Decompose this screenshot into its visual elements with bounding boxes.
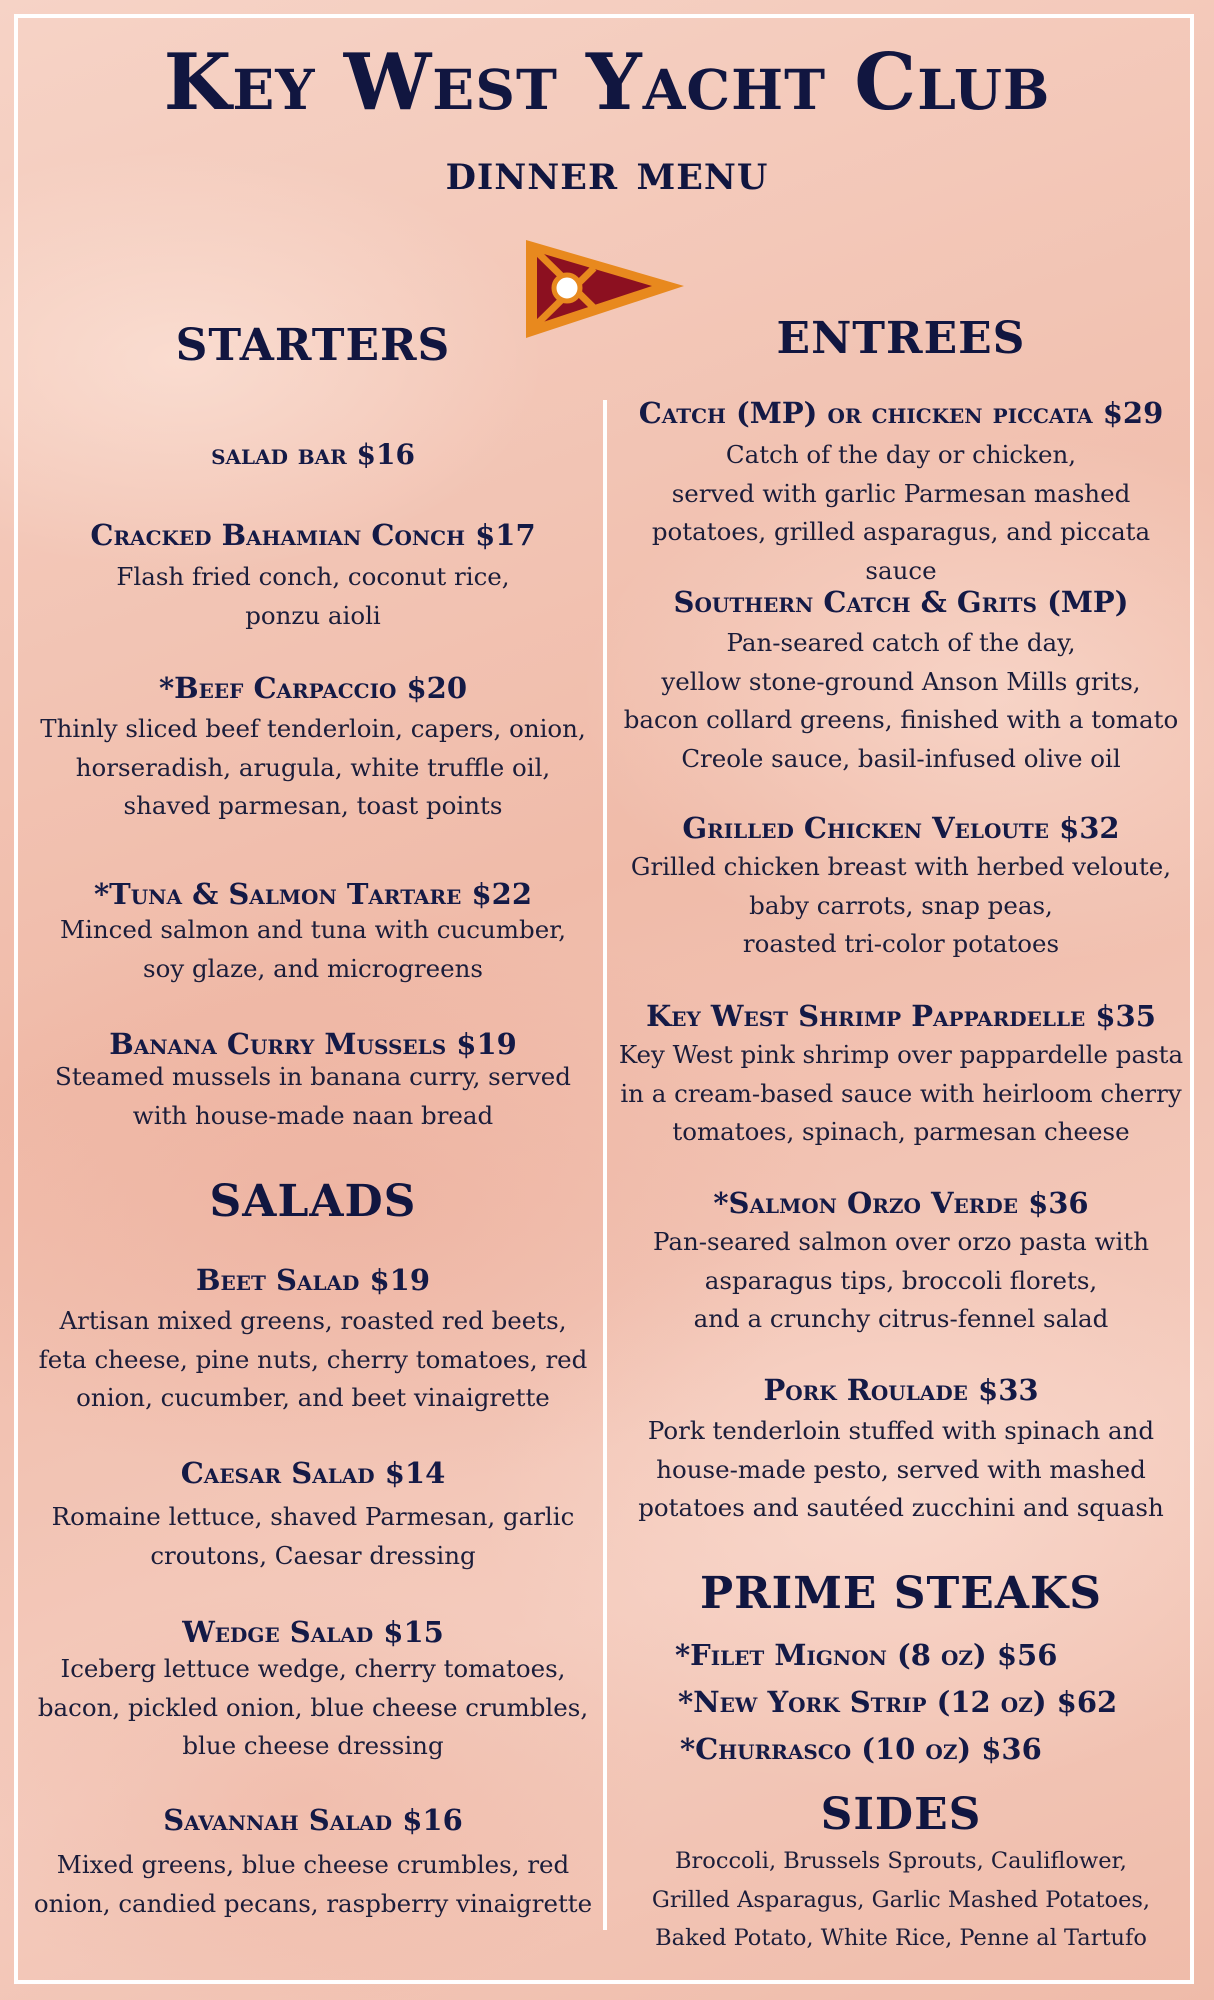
sides-heading: SIDES — [820, 1789, 982, 1840]
menu-item-name: Key West Shrimp Pappardelle $35 — [646, 999, 1156, 1033]
menu-item-name: *Beef Carpaccio $20 — [158, 671, 468, 705]
prime-steaks-heading: PRIME STEAKS — [699, 1568, 1102, 1619]
menu-item-description: Artisan mixed greens, roasted red beets, feta cheese, pine nuts, cherry tomatoes, red onion, cucumber, and beet vinaigrette — [38, 1306, 588, 1412]
menu-item-name: Cracked Bahamian Conch $17 — [90, 518, 536, 552]
menu-item-name: Southern Catch & Grits (MP) — [673, 585, 1129, 619]
steak-item: *Filet Mignon (8 oz) $56 — [675, 1638, 1058, 1672]
menu-item-description: Flash fried conch, coconut rice, ponzu aioli — [116, 562, 510, 630]
menu-item-name: Banana Curry Mussels $19 — [109, 1027, 517, 1061]
menu-item-name: Catch (MP) or chicken piccata $29 — [638, 396, 1164, 430]
menu-item-description: Minced salmon and tuna with cucumber, soy glaze, and microgreens — [59, 915, 567, 983]
steak-item: *Churrasco (10 oz) $36 — [680, 1732, 1042, 1766]
menu-item-description: Key West pink shrimp over pappardelle pasta in a cream-based sauce with heirloom cherry tomatoes, spinach, parmesan cheese — [618, 1040, 1184, 1146]
salads-heading: SALADS — [209, 1176, 417, 1227]
menu-item-name: Pork Roulade $33 — [763, 1373, 1039, 1407]
menu-item-description: Thinly sliced beef tenderloin, capers, onion, horseradish, arugula, white truffle oil, shaved parmesan, toast points — [40, 714, 586, 820]
menu-item-description: Pan-seared salmon over orzo pasta with asparagus tips, broccoli florets, and a crunchy citrus-fennel salad — [652, 1227, 1149, 1333]
club-name: Key West Yacht Club — [163, 37, 1051, 128]
menu-item-name: *Tuna & Salmon Tartare $22 — [94, 877, 532, 911]
menu-item-name: *Salmon Orzo Verde $36 — [713, 1186, 1089, 1220]
menu-item-name: Beet Salad $19 — [196, 1263, 430, 1297]
menu-item-description: Steamed mussels in banana curry, served with house-made naan bread — [55, 1062, 571, 1130]
menu-item-name: Caesar Salad $14 — [180, 1456, 446, 1490]
menu-item-description: Mixed greens, blue cheese crumbles, red onion, candied pecans, raspberry vinaigrette — [33, 1850, 593, 1918]
menu-item-description: Catch of the day or chicken, served with garlic Parmesan mashed potatoes, grilled asparagus, and piccata sauce — [651, 440, 1151, 585]
column-divider — [603, 400, 607, 1930]
menu-item-description: Grilled chicken breast with herbed veloute, baby carrots, snap peas, roasted tri-color potatoes — [630, 852, 1172, 958]
menu-item-name: Grilled Chicken Veloute $32 — [682, 811, 1120, 845]
menu-item-name: Wedge Salad $15 — [182, 1615, 444, 1649]
menu-item-name: Savannah Salad $16 — [163, 1803, 463, 1837]
menu-item-description: Romaine lettuce, shaved Parmesan, garlic croutons, Caesar dressing — [51, 1502, 575, 1570]
starters-heading: STARTERS — [175, 320, 451, 371]
sides-list: Broccoli, Brussels Sprouts, Cauliflower, Grilled Asparagus, Garlic Mashed Potatoes, Baked Potato, White Rice, Penne al Tartufo — [651, 1848, 1151, 1951]
menu-item-description: Pan-seared catch of the day, yellow stone-ground Anson Mills grits, bacon collard greens, finished with a tomato Creole sauce, basil-infused olive oil — [623, 628, 1179, 773]
menu-item-description: Pork tenderloin stuffed with spinach and house-made pesto, served with mashed potatoes and sautéed zucchini and squash — [638, 1416, 1164, 1522]
menu-item-description: Iceberg lettuce wedge, cherry tomatoes, bacon, pickled onion, blue cheese crumbles, blue cheese dressing — [37, 1654, 589, 1760]
menu-item-name: salad bar $16 — [211, 438, 415, 471]
steak-item: *New York Strip (12 oz) $62 — [678, 1685, 1118, 1719]
menu-subtitle: dinner menu — [445, 142, 769, 201]
entrees-heading: ENTREES — [776, 313, 1026, 364]
